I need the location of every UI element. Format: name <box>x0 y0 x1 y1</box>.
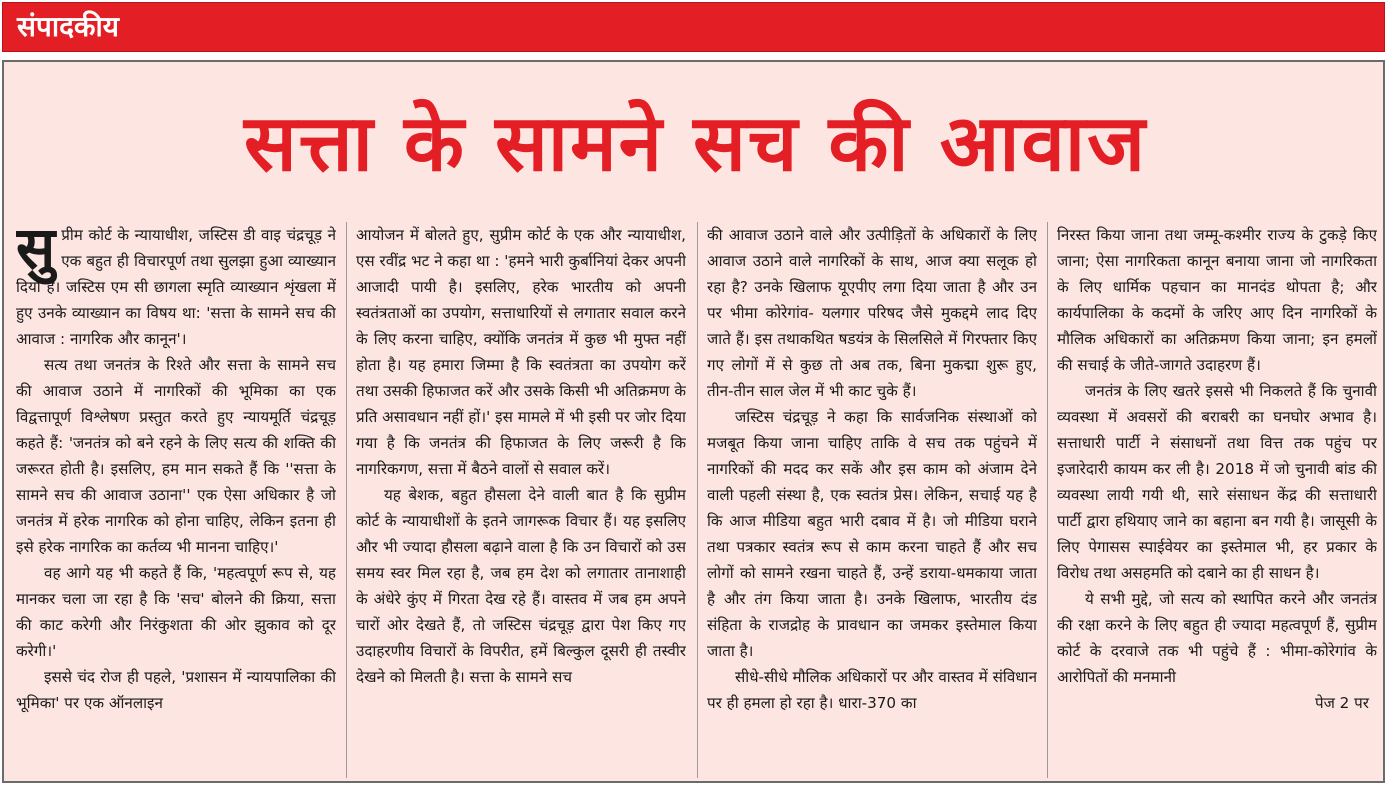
paragraph: सत्य तथा जनतंत्र के रिश्ते और सत्ता के सामने सच की आवाज उठाने में नागरिकों की भूमिका का एक विद्वत्तापूर्ण विश्लेषण प्रस्तुत करते हुए न्यायमूर्ति चंद्रचूड़ कहते हैं: 'जनतंत्र को बने रहने के लिए सत्य की शक्ति की जरूरत होती है। इसलिए, हम मान सकते हैं कि ''सत्ता के सामने सच की आवाज उठाना'' एक ऐसा अधिकार है जो जनतंत्र में हरेक नागरिक को होना चाहिए, लेकिन इतना ही इसे हरेक नागरिक का कर्तव्य भी मानना चाहिए।' <box>16 356 336 556</box>
headline: सत्ता के सामने सच की आवाज <box>244 99 1147 189</box>
paragraph: ये सभी मुद्दे, जो सत्य को स्थापित करने और जनतंत्र की रक्षा करने के लिए बहुत ही ज्यादा महत्वपूर्ण हैं, सुप्रीम कोर्ट के दरवाजे तक भी पहुंचे हैं : भीमा-कोरेगांव के आरोपितों की मनमानी <box>1057 590 1377 686</box>
column-divider <box>697 222 698 778</box>
paragraph: जनतंत्र के लिए खतरे इससे भी निकलते हैं कि चुनावी व्यवस्था में अवसरों की बराबरी का घनघोर अभाव है। सत्ताधारी पार्टी ने संसाधनों तथा वित्त तक पहुंच पर इजारेदारी कायम कर ली है। 2018 में जो चुनावी बांड की व्यवस्था लायी गयी थी, सारे संसाधन केंद्र की सत्ताधारी पार्टी द्वारा हथियाए जाने का बहाना बन गयी है। जासूसी के लिए पेगासस स्पाईवेयर का इस्तेमाल भी, हर प्रकार के विरोध तथा असहमति को दबाने का ही साधन है। <box>1057 382 1377 582</box>
paragraph: निरस्त किया जाना तथा जम्मू-कश्मीर राज्य के टुकड़े किए जाना; ऐसा नागरिकता कानून बनाया जाना जो नागरिकता के लिए धार्मिक पहचान का मानदंड थोपता है; और कार्यपालिका के कदमों के जरिए आए दिन नागरिकों के मौलिक अधिकारों का अतिक्रमण किया जाना; इन हमलों की सचाई के जीते-जागते उदाहरण हैं। <box>1057 226 1377 374</box>
paragraph: इससे चंद रोज ही पहले, 'प्रशासन में न्यायपालिका की भूमिका' पर एक ऑनलाइन <box>16 668 336 712</box>
paragraph: यह बेशक, बहुत हौसला देने वाली बात है कि सुप्रीम कोर्ट के न्यायाधीशों के इतने जागरूक विचार हैं। यह इसलिए और भी ज्यादा हौसला बढ़ाने वाला है कि उन विचारों को उस समय स्वर मिल रहा है, जब हम देश को लगातार तानाशाही के अंधेरे कुंए में गिरता देख रहे हैं। वास्तव में जब हम अपने चारों ओर देखते हैं, तो जस्टिस चंद्रचूड़ द्वारा पेश किए गए उदाहरणीय विचारों के विपरीत, हमें बिल्कुल दूसरी ही तस्वीर देखने को मिलती है। सत्ता के सामने सच <box>356 486 686 686</box>
paragraph: सीधे-सीधे मौलिक अधिकारों पर और वास्तव में संविधान पर ही हमला हो रहा है। धारा-370 का <box>707 668 1037 712</box>
article-column-3 <box>707 222 1037 784</box>
drop-cap: सु <box>16 222 56 282</box>
paragraph: वह आगे यह भी कहते हैं कि, 'महत्वपूर्ण रूप से, यह मानकर चला जा रहा है कि 'सच' बोलने की क्रिया, सत्ता की काट करेगी और निरंकुशता की ओर झुकाव को दूर करेगी।' <box>16 564 336 660</box>
editorial-frame <box>2 60 1385 783</box>
section-header-bar <box>2 2 1385 52</box>
article-column-4 <box>1057 222 1377 784</box>
article-column-2 <box>356 222 686 784</box>
continuation-link[interactable]: पेज 2 पर <box>1314 694 1369 712</box>
paragraph: की आवाज उठाने वाले और उत्पीड़ितों के अधिकारों के लिए आवाज उठाने वाले नागरिकों के साथ, आज क्या सलूक हो रहा है? उनके खिलाफ यूएपीए लगा दिया जाता है और उन पर भीमा कोरेगांव- यलगार परिषद जैसे मुकद्दमे लाद दिए जाते हैं। इस तथाकथित षडयंत्र के सिलसिले में गिरफ्तार किए गए लोगों में से कुछ तो अब तक, बिना मुकद्मा शुरू हुए, तीन-तीन साल जेल में भी काट चुके हैं। <box>707 226 1037 400</box>
column-divider <box>1047 222 1048 778</box>
paragraph: जस्टिस चंद्रचूड़ ने कहा कि सार्वजनिक संस्थाओं को मजबूत किया जाना चाहिए ताकि वे सच तक पहुंचने में नागरिकों की मदद कर सकें और इस काम को अंजाम देने वाली पहली संस्था है, एक स्वतंत्र प्रेस। लेकिन, सचाई यह है कि आज मीडिया बहुत भारी दबाव में है। जो मीडिया घराने तथा पत्रकार स्वतंत्र रूप से काम करना चाहते हैं और सच लोगों को सामने रखना चाहते हैं, उन्हें डराया-धमकाया जाता है और तंग किया जाता है। उनके खिलाफ, भारतीय दंड संहिता के राजद्रोह के प्रावधान का जमकर इस्तेमाल किया जाता है। <box>707 408 1037 660</box>
column-divider <box>346 222 347 778</box>
article-column-1 <box>16 222 336 784</box>
paragraph: सुप्रीम कोर्ट के न्यायाधीश, जस्टिस डी वाइ चंद्रचूड़ ने एक बहुत ही विचारपूर्ण तथा सुलझा हुआ व्याख्यान दिया है। जस्टिस एम सी छागला स्मृति व्याख्यान शृंखला में हुए उनके व्याख्यान का विषय था: 'सत्ता के सामने सच की आवाज : नागरिक और कानून'। <box>16 222 336 348</box>
section-label: संपादकीय <box>17 10 119 43</box>
paragraph: आयोजन में बोलते हुए, सुप्रीम कोर्ट के एक और न्यायाधीश, एस रवींद्र भट ने कहा था : 'हमने भारी कुर्बानियां देकर अपनी आजादी पायी है। इसलिए, हरेक भारतीय को अपनी स्वतंत्रताओं का उपयोग, सत्ताधारियों से लगातार सवाल करने के लिए करना चाहिए, क्योंकि जनतंत्र में कुछ भी मुफ्त नहीं होता है। यह हमारा जिम्मा है कि स्वतंत्रता का उपयोग करें तथा उसकी हिफाजत करें और उसके किसी भी अतिक्रमण के प्रति असावधान नहीं हों।' इस मामले में भी इसी पर जोर दिया गया है कि जनतंत्र की हिफाजत के लिए जरूरी है कि नागरिकगण, सत्ता में बैठने वालों से सवाल करें। <box>356 226 686 478</box>
